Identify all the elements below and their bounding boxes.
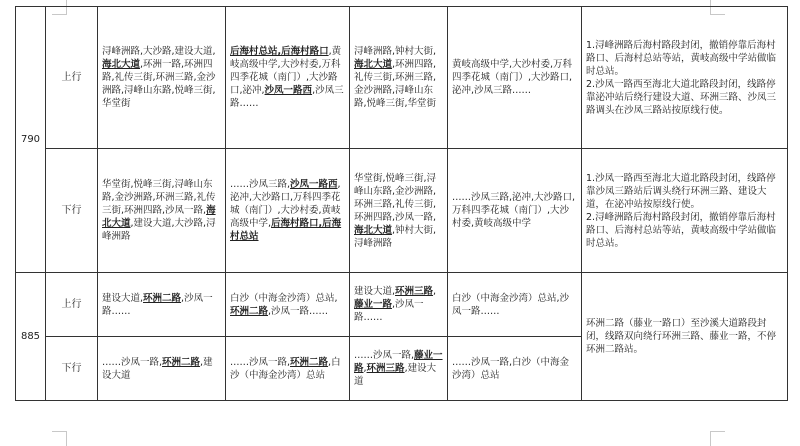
highlighted-road-text: 环洲二路 [162, 356, 201, 368]
route-text: 浔峰洲路,大沙路,建设大道, [102, 46, 216, 57]
adjustment-note-cell: 1.浔峰洲路后海村路段封闭，撤销停靠后海村路口、后海村总站等站，黄岐高级中学站做临时总站。 2.沙凤一路西至海北大道北路段封闭，线路停靠泌冲站后绕行建设大道、环洲三路、沙凤三路调头在沙凤三路站按原线行使。 [582, 7, 788, 149]
route-text: ,环洲四路,礼传三街,环洲三路,金沙洲路,浔峰山东路,悦峰三街,华堂街 [354, 59, 437, 109]
highlighted-road-text: 海北大道 [102, 205, 216, 229]
adjusted-stops-cell [448, 337, 582, 401]
original-stops-cell [226, 149, 350, 273]
route-text: 白沙（中海金沙湾）总站, [230, 292, 338, 304]
original-stops-cell [226, 337, 350, 401]
route-number: 790 [16, 7, 46, 273]
route-text: ……沙凤一路, [230, 356, 291, 368]
route-text: ……沙凤三路, [230, 179, 291, 190]
highlighted-road-text: 海北大道 [354, 224, 393, 236]
route-text: ……沙凤一路, [102, 356, 163, 368]
highlighted-road-text: 环洲二路 [230, 305, 269, 317]
table-row [16, 273, 788, 337]
route-text: , [363, 363, 367, 374]
route-text: 建设大道, [102, 292, 144, 304]
route-text: ,泌冲,大沙路口,万科四季花城（南门）,大沙村委,黄岐高级中学, [230, 179, 341, 229]
route-text: ,沙凤一路…… [354, 299, 424, 323]
highlighted-road-text: 环洲二路 [143, 292, 182, 304]
crop-mark-bottom-left [52, 431, 67, 446]
highlighted-road-text: 沙凤一路西 [264, 85, 313, 96]
original-route-cell [98, 337, 226, 401]
highlighted-road-text: 后海村总站,后海村路口 [230, 46, 329, 57]
route-text: ,建设大道 [354, 363, 437, 387]
highlighted-road-text: 海北大道 [102, 59, 141, 70]
adjusted-stops-cell [448, 273, 582, 337]
highlighted-road-text: 藤业一路 [354, 299, 393, 310]
direction-cell: 下行 [46, 149, 98, 273]
route-text: ,环洲一路,环洲四路,礼传三街,环洲三路,金沙洲路,浔峰山东路,悦峰三街,华堂街 [102, 59, 216, 109]
highlighted-road-text: 环洲三路 [366, 363, 405, 374]
route-number: 885 [16, 273, 46, 401]
original-stops-cell [226, 7, 350, 149]
direction-cell: 下行 [46, 337, 98, 401]
route-text: ,建设大道,大沙路,浔峰洲路 [102, 218, 216, 242]
route-text: ,黄岐高级中学,大沙村委,万科四季花城（南门）,大沙路口,泌冲, [230, 46, 342, 96]
highlighted-road-text: 环洲二路 [290, 356, 329, 368]
adjustment-note-cell: 环洲二路（藤业一路口）至沙溪大道路段封闭，线路双向绕行环洲三路、藤业一路，不停环洲二路站。 [582, 273, 788, 401]
table-row [16, 149, 788, 273]
highlighted-road-text: 沙凤一路西 [290, 179, 338, 190]
route-text: 华堂街,悦峰三街,浔峰山东路,金沙洲路,环洲三路,礼传三街,环洲四路,沙凤一路, [354, 172, 437, 223]
route-text: ,白沙（中海金沙湾）总站 [230, 356, 341, 381]
route-text: ,沙凤三路…… [230, 85, 344, 109]
route-text: 华堂街,悦峰三街,浔峰山东路,金沙洲路,环洲三路,礼传三街,环洲四路,沙凤一路, [102, 179, 216, 216]
route-text: , [433, 286, 437, 297]
route-text: 浔峰洲路,钟村大街, [354, 46, 437, 57]
route-text: 白沙（中海金沙湾）总站,沙凤一路…… [452, 292, 570, 317]
original-route-cell [98, 149, 226, 273]
adjusted-stops-cell [448, 7, 582, 149]
route-text: 建设大道, [354, 286, 396, 297]
route-text: 黄岐高级中学,大沙村委,万科四季花城（南门）,大沙路口,泌冲,沙凤三路…… [452, 59, 573, 96]
adjustment-note-cell: 1.沙凤一路西至海北大道北路段封闭，线路停靠沙凤三路站后调头绕行环洲三路、建设大道，在泌冲站按原线行使。 2.浔峰洲路后海村路段封闭，撤销停靠后海村路口、后海村总站等站，黄岐高级中学站做临时总站。 [582, 149, 788, 273]
route-text: ……沙凤一路, [354, 350, 415, 361]
route-text: ,钟村大街,浔峰洲路 [354, 224, 437, 249]
route-text: ……沙凤一路,白沙（中海金沙湾）总站 [452, 356, 570, 381]
highlighted-road-text: 海北大道 [354, 59, 393, 70]
highlighted-road-text: 藤业一路 [354, 350, 443, 374]
route-text: ,建设大道 [102, 356, 213, 381]
highlighted-road-text: 后海村路口,后海村总站 [230, 218, 342, 242]
original-stops-cell [226, 273, 350, 337]
direction-cell: 上行 [46, 7, 98, 149]
highlighted-road-text: 环洲三路 [395, 286, 434, 297]
original-route-cell [98, 273, 226, 337]
adjusted-route-cell [350, 7, 448, 149]
original-route-cell [98, 7, 226, 149]
route-text: ,沙凤一路…… [268, 305, 329, 317]
route-text: ,沙凤一路…… [102, 292, 213, 317]
route-adjustment-table [15, 6, 788, 401]
direction-cell: 上行 [46, 273, 98, 337]
crop-mark-bottom-right [710, 431, 725, 446]
adjusted-route-cell [350, 149, 448, 273]
adjusted-stops-cell [448, 149, 582, 273]
adjusted-route-cell [350, 337, 448, 401]
route-text: ……沙凤三路,泌冲,大沙路口,万科四季花城（南门）,大沙村委,黄岐高级中学 [452, 192, 576, 229]
table-row [16, 7, 788, 149]
adjusted-route-cell [350, 273, 448, 337]
